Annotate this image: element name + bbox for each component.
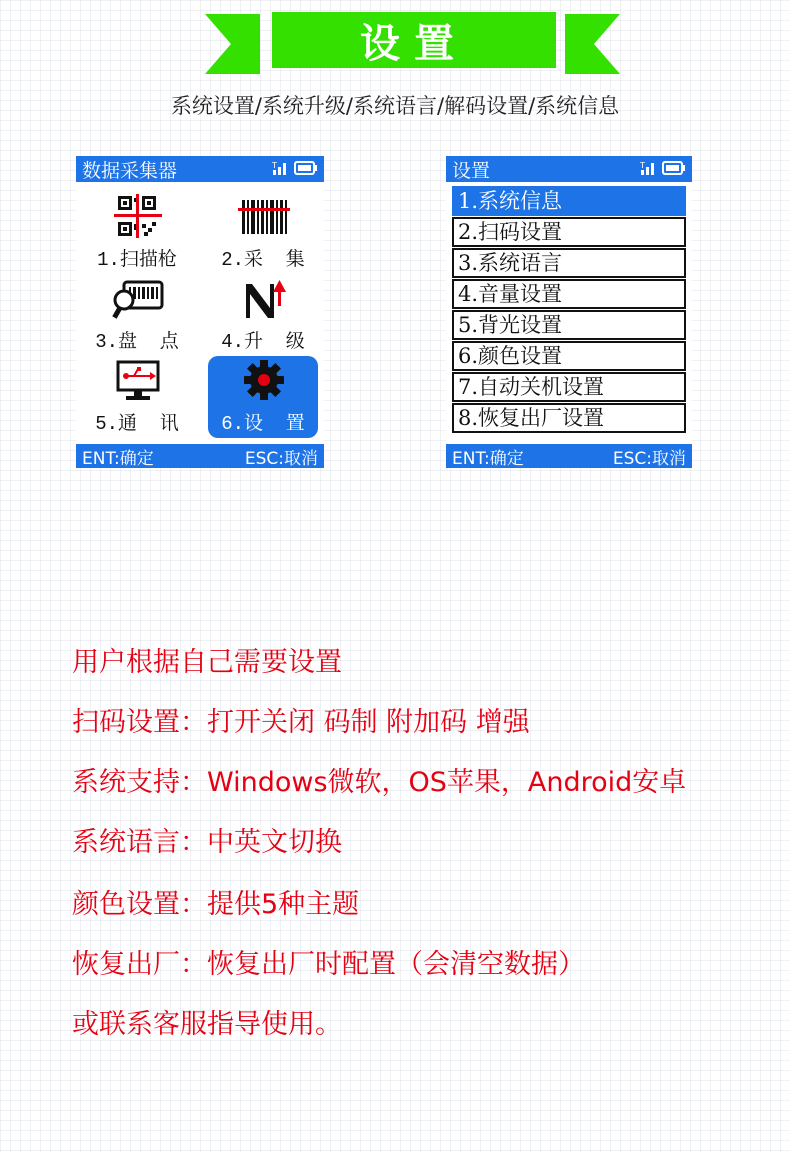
description-line: 扫码设置：打开关闭 码制 附加码 增强 [72, 707, 530, 738]
menu-item-factory-reset[interactable]: 8.恢复出厂设置 [452, 403, 686, 433]
menu-item-color-settings[interactable]: 6.颜色设置 [452, 341, 686, 371]
menu-tile-inventory[interactable] [82, 274, 192, 354]
qr-scan-icon [112, 194, 164, 240]
svg-text:T: T [640, 161, 645, 170]
confirm-softkey[interactable]: ENT:确定 [82, 448, 154, 469]
description-line: 系统语言：中英文切换 [72, 827, 342, 858]
menu-tile-label: 2.采 集 [221, 249, 305, 271]
menu-tile-collect[interactable] [208, 192, 318, 272]
upgrade-icon [238, 276, 290, 322]
status-bar [446, 156, 692, 182]
signal-icon [640, 160, 658, 176]
softkey-bar [446, 444, 692, 468]
page-title: 设置 [272, 12, 556, 68]
usb-monitor-icon [112, 358, 164, 404]
menu-item-backlight-settings[interactable]: 5.背光设置 [452, 310, 686, 340]
menu-tile-label: 6.设 置 [221, 413, 305, 435]
menu-item-volume-settings[interactable]: 4.音量设置 [452, 279, 686, 309]
screen-title: 数据采集器 [82, 159, 178, 182]
battery-icon [662, 160, 686, 176]
softkey-bar [76, 444, 324, 468]
menu-tile-label: 4.升 级 [221, 331, 305, 353]
svg-text:T: T [272, 161, 277, 170]
menu-tile-scanner[interactable] [82, 192, 192, 272]
page-subtitle: 系统设置/系统升级/系统语言/解码设置/系统信息 [170, 94, 620, 118]
signal-icon [272, 160, 290, 176]
description-line: 恢复出厂：恢复出厂时配置（会清空数据） [72, 949, 585, 980]
confirm-softkey[interactable]: ENT:确定 [452, 448, 524, 469]
device-screen-settings-menu [446, 156, 692, 468]
menu-tile-label: 3.盘 点 [95, 331, 179, 353]
battery-icon [294, 160, 318, 176]
description-line: 系统支持：Windows微软，OS苹果，Android安卓 [72, 767, 687, 798]
menu-item-system-language[interactable]: 3.系统语言 [452, 248, 686, 278]
menu-tile-label: 5.通 讯 [95, 413, 179, 435]
status-bar [76, 156, 324, 182]
cancel-softkey[interactable]: ESC:取消 [244, 448, 318, 469]
menu-item-auto-shutdown[interactable]: 7.自动关机设置 [452, 372, 686, 402]
menu-tile-upgrade[interactable] [208, 274, 318, 354]
gear-icon [238, 358, 290, 404]
description-line: 颜色设置：提供5种主题 [72, 889, 360, 920]
cancel-softkey[interactable]: ESC:取消 [612, 448, 686, 469]
settings-menu-list [452, 186, 686, 434]
description-line: 或联系客服指导使用。 [72, 1009, 342, 1040]
description-line: 用户根据自己需要设置 [72, 647, 342, 678]
device-screen-main-menu [76, 156, 324, 468]
menu-tile-label: 1.扫描枪 [97, 249, 177, 271]
menu-tile-settings[interactable] [208, 356, 318, 438]
inventory-icon [112, 276, 164, 322]
barcode-icon [238, 194, 290, 240]
menu-tile-communication[interactable] [82, 356, 192, 436]
screen-title: 设置 [452, 159, 491, 182]
menu-item-system-info[interactable]: 1.系统信息 [452, 186, 686, 216]
menu-item-scan-settings[interactable]: 2.扫码设置 [452, 217, 686, 247]
